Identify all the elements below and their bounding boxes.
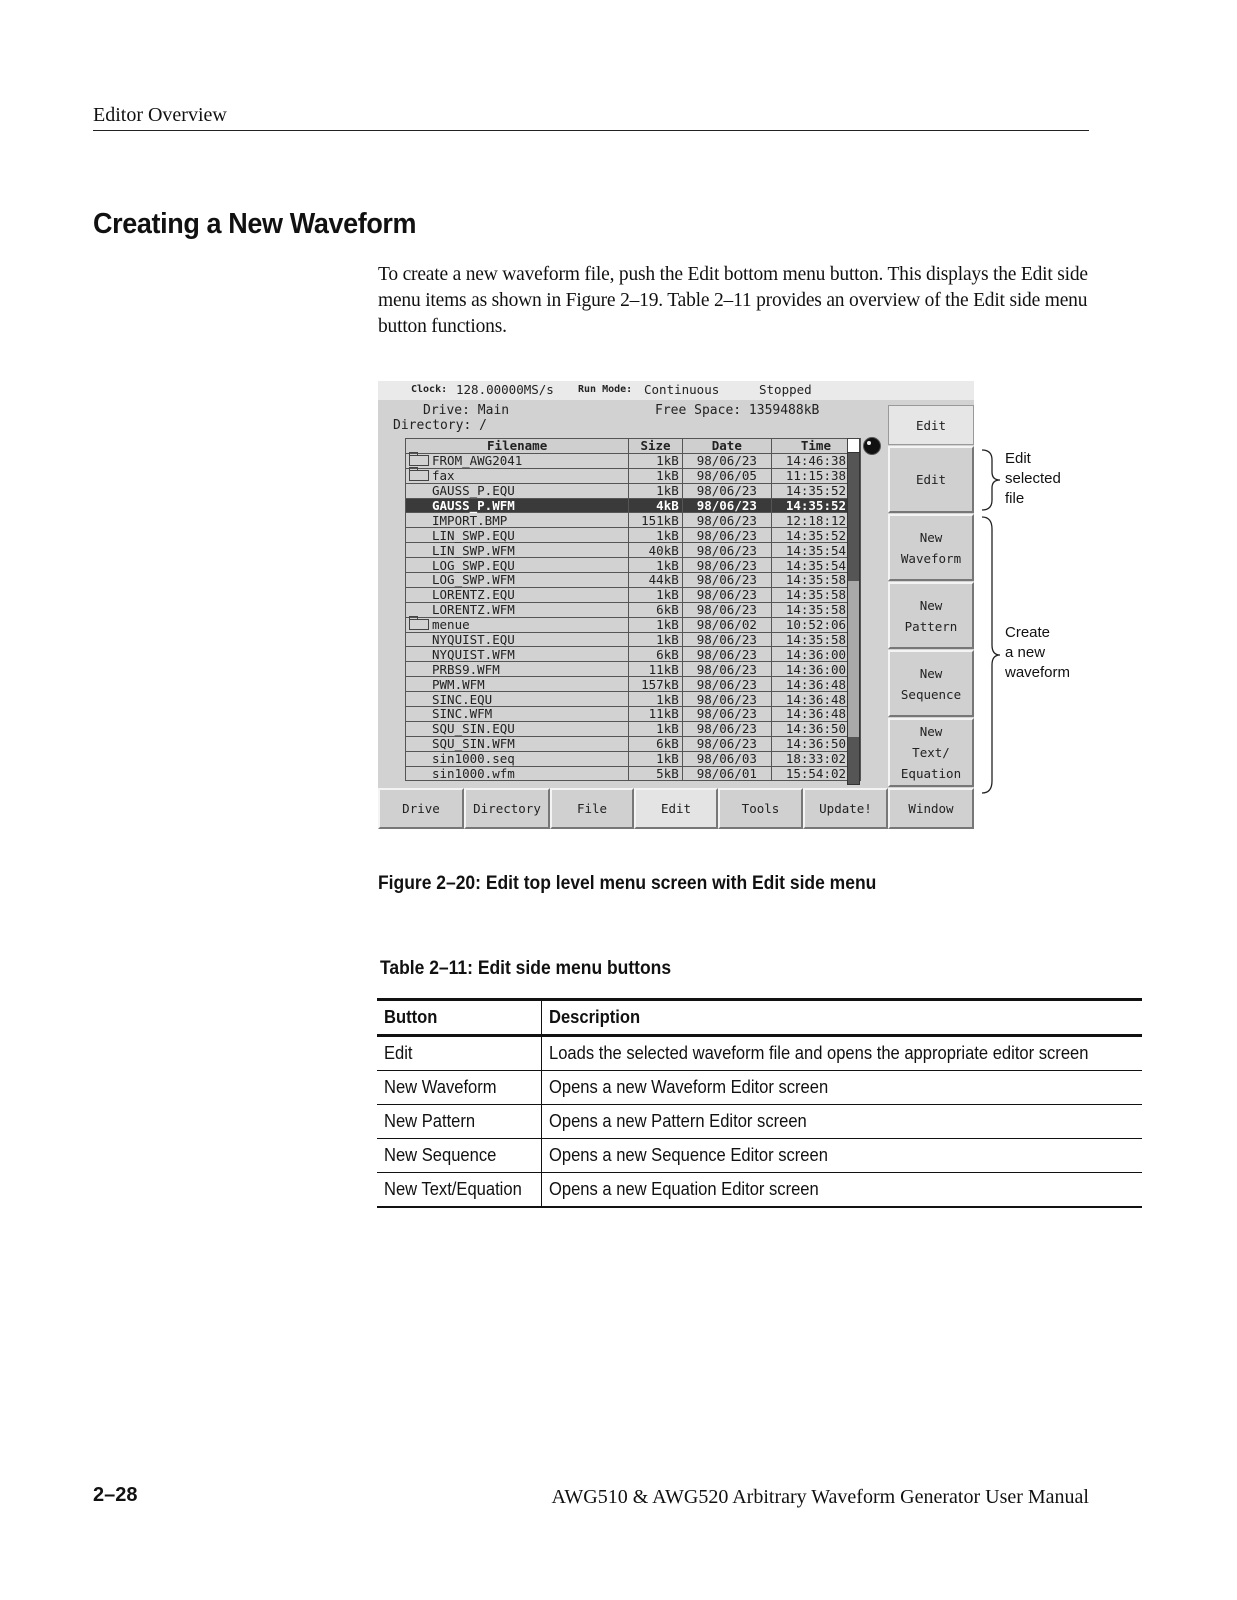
file-date-cell: 98/06/23 [682, 543, 771, 558]
file-time-cell: 14:35:58 [771, 573, 860, 588]
file-date-cell: 98/06/23 [682, 513, 771, 528]
file-name-cell [406, 498, 629, 513]
file-date-cell: 98/06/23 [682, 587, 771, 602]
file-date-cell: 98/06/23 [682, 528, 771, 543]
section-heading: Creating a New Waveform [93, 208, 417, 240]
file-time-cell: 14:35:52 [771, 528, 860, 543]
file-name-cell [406, 647, 629, 662]
file-date-cell: 98/06/23 [682, 632, 771, 647]
header-rule [93, 130, 1089, 131]
file-size-cell: 1kB [629, 632, 682, 647]
file-time-cell: 15:54:02 [771, 766, 860, 781]
file-name: SQU_SIN.EQU [432, 721, 515, 737]
file-name-cell [406, 662, 629, 677]
column-filename: Filename [406, 439, 629, 454]
file-size-cell: 5kB [629, 766, 682, 781]
file-name: NYQUIST.EQU [432, 632, 515, 648]
table-cell-description: Loads the selected waveform file and opens the appropriate editor screen [548, 1043, 1089, 1063]
file-row[interactable] [406, 647, 861, 662]
file-name: sin1000.wfm [432, 766, 515, 782]
bottom-update-button[interactable]: Update! [803, 788, 888, 829]
side-new-sequence-button[interactable]: New Sequence [888, 650, 974, 717]
file-name-cell [406, 602, 629, 617]
side-new-text-equation-button[interactable]: New Text/ Equation [888, 718, 974, 787]
file-row[interactable] [406, 573, 861, 588]
file-size-cell: 11kB [629, 662, 682, 677]
file-name: FROM_AWG2041 [432, 453, 523, 469]
file-size-cell: 151kB [629, 513, 682, 528]
file-date-cell: 98/06/23 [682, 692, 771, 707]
file-name: menue [432, 617, 470, 633]
file-size-cell: 1kB [629, 587, 682, 602]
column-size: Size [629, 439, 682, 454]
table-cell-button: New Waveform [377, 1071, 541, 1105]
file-date-cell: 98/06/23 [682, 736, 771, 751]
file-row[interactable] [406, 751, 861, 766]
file-name-cell [406, 617, 629, 632]
file-name: IMPORT.BMP [432, 512, 508, 528]
file-row[interactable] [406, 528, 861, 543]
file-size-cell: 1kB [629, 528, 682, 543]
file-table-header [406, 439, 861, 454]
file-name: LIN_SWP.EQU [432, 527, 515, 543]
folder-icon [409, 455, 429, 466]
file-time-cell: 18:33:02 [771, 751, 860, 766]
file-table [405, 438, 861, 781]
file-date-cell: 98/06/02 [682, 617, 771, 632]
file-name-cell [406, 677, 629, 692]
table-cell-button: New Pattern [377, 1105, 541, 1139]
file-size-cell: 1kB [629, 751, 682, 766]
table-caption: Table 2–11: Edit side menu buttons [380, 958, 672, 979]
file-size-cell: 1kB [629, 721, 682, 736]
file-name-cell [406, 632, 629, 647]
file-row[interactable] [406, 692, 861, 707]
edit-side-menu-table [377, 998, 1142, 1208]
table-cell-description: Opens a new Equation Editor screen [548, 1179, 819, 1199]
bottom-tools-button[interactable]: Tools [718, 788, 803, 829]
run-mode-value: Continuous [644, 382, 720, 397]
bottom-window-button[interactable]: Window [888, 788, 974, 829]
file-size-cell: 6kB [629, 647, 682, 662]
brace-create-icon [980, 515, 1002, 795]
file-row[interactable] [406, 662, 861, 677]
file-date-cell: 98/06/01 [682, 766, 771, 781]
bottom-edit-button[interactable]: Edit [634, 788, 718, 829]
file-date-cell: 98/06/23 [682, 558, 771, 573]
free-space: Free Space: 1359488kB [655, 403, 820, 418]
file-row[interactable] [406, 677, 861, 692]
file-time-cell: 14:36:48 [771, 707, 860, 722]
file-name-cell [406, 573, 629, 588]
file-time-cell: 14:36:50 [771, 721, 860, 736]
side-menu [888, 405, 974, 787]
file-name: SINC.EQU [432, 691, 493, 707]
clock-label: Clock: [411, 384, 448, 395]
file-row[interactable] [406, 453, 861, 468]
file-name-cell [406, 766, 629, 781]
folder-icon [409, 619, 429, 630]
clock-value: 128.00000MS/s [456, 382, 554, 397]
file-time-cell: 14:35:54 [771, 558, 860, 573]
folder-icon [409, 470, 429, 481]
file-row[interactable] [406, 498, 861, 513]
file-row[interactable] [406, 707, 861, 722]
file-size-cell: 1kB [629, 617, 682, 632]
file-scrollbar[interactable] [847, 452, 860, 785]
file-row[interactable] [406, 558, 861, 573]
file-time-cell: 14:36:48 [771, 692, 860, 707]
file-name: LIN_SWP.WFM [432, 542, 515, 558]
file-size-cell: 1kB [629, 483, 682, 498]
bottom-drive-button[interactable]: Drive [378, 788, 464, 829]
file-time-cell: 10:52:06 [771, 617, 860, 632]
file-time-cell: 14:36:48 [771, 677, 860, 692]
file-time-cell: 14:35:58 [771, 632, 860, 647]
file-name-cell [406, 528, 629, 543]
callout-create-new: Create a new waveform [1005, 624, 1071, 681]
table-row [377, 1173, 1142, 1208]
table-cell-button: New Sequence [377, 1139, 541, 1173]
column-date: Date [682, 439, 771, 454]
file-date-cell: 98/06/03 [682, 751, 771, 766]
file-name: PRBS9.WFM [432, 661, 500, 677]
directory-line: Directory: / [393, 418, 487, 433]
file-row[interactable] [406, 721, 861, 736]
file-name: LORENTZ.WFM [432, 602, 515, 618]
file-name-cell [406, 453, 629, 468]
file-date-cell: 98/06/23 [682, 573, 771, 588]
running-header: Editor Overview [93, 104, 227, 126]
file-name-cell [406, 543, 629, 558]
file-time-cell: 14:46:38 [771, 453, 860, 468]
file-name-cell [406, 751, 629, 766]
file-name: GAUSS_P.EQU [432, 483, 515, 499]
file-name: LOG_SWP.EQU [432, 557, 515, 573]
file-row[interactable] [406, 617, 861, 632]
file-name-cell [406, 721, 629, 736]
file-date-cell: 98/06/23 [682, 498, 771, 513]
figure-caption: Figure 2–20: Edit top level menu screen with Edit side menu [378, 873, 877, 894]
bottom-menu [378, 788, 974, 829]
file-name: SINC.WFM [432, 706, 493, 722]
file-name-cell [406, 513, 629, 528]
file-size-cell: 1kB [629, 453, 682, 468]
intro-paragraph: To create a new waveform file, push the Edit bottom menu button. This displays the Edit side menu items as shown in Figure 2–19. Table 2–11 provides an overview of the Edit side menu button functions. [378, 264, 1088, 337]
file-date-cell: 98/06/23 [682, 677, 771, 692]
footer-manual-title: AWG510 & AWG520 Arbitrary Waveform Generator User Manual [551, 1486, 1089, 1508]
side-menu-title: Edit [888, 405, 974, 445]
file-name: LORENTZ.EQU [432, 587, 515, 603]
table-header-row [377, 1000, 1142, 1036]
file-size-cell: 44kB [629, 573, 682, 588]
table-row [377, 1071, 1142, 1105]
file-date-cell: 98/06/05 [682, 468, 771, 483]
table-row [377, 1139, 1142, 1173]
file-row[interactable] [406, 468, 861, 483]
side-edit-button[interactable]: Edit [888, 446, 974, 513]
file-row[interactable] [406, 587, 861, 602]
file-name-cell [406, 736, 629, 751]
table-cell-description: Opens a new Sequence Editor screen [548, 1145, 828, 1165]
bottom-file-button[interactable]: File [550, 788, 634, 829]
file-row[interactable] [406, 766, 861, 781]
file-date-cell: 98/06/23 [682, 453, 771, 468]
file-name-cell [406, 587, 629, 602]
status-bar [378, 381, 974, 400]
file-time-cell: 12:18:12 [771, 513, 860, 528]
table-cell-description: Opens a new Waveform Editor screen [548, 1077, 828, 1097]
callout-edit-selected: Edit selected file [1005, 450, 1061, 507]
table-row [377, 1036, 1142, 1071]
file-size-cell: 6kB [629, 736, 682, 751]
file-date-cell: 98/06/23 [682, 707, 771, 722]
file-name-cell [406, 483, 629, 498]
file-name-cell [406, 468, 629, 483]
file-size-cell: 1kB [629, 558, 682, 573]
file-size-cell: 11kB [629, 707, 682, 722]
file-date-cell: 98/06/23 [682, 721, 771, 736]
file-name: sin1000.seq [432, 751, 515, 767]
table-header-description: Description [548, 1007, 640, 1027]
page-number: 2–28 [93, 1484, 138, 1506]
table-cell-description: Opens a new Pattern Editor screen [548, 1111, 807, 1131]
file-name: PWM.WFM [432, 676, 485, 692]
file-time-cell: 14:36:00 [771, 647, 860, 662]
scroll-top-box [847, 438, 860, 453]
file-row[interactable] [406, 602, 861, 617]
file-time-cell: 14:35:58 [771, 602, 860, 617]
run-mode-label: Run Mode: [578, 384, 633, 395]
file-date-cell: 98/06/23 [682, 483, 771, 498]
table-header-button: Button [377, 1000, 541, 1036]
side-new-waveform-button[interactable]: New Waveform [888, 514, 974, 581]
file-name: GAUSS_P.WFM [432, 498, 515, 513]
file-name-cell [406, 692, 629, 707]
scroll-thumb[interactable] [848, 581, 859, 737]
file-time-cell: 14:36:50 [771, 736, 860, 751]
file-row[interactable] [406, 632, 861, 647]
run-state: Stopped [759, 382, 812, 397]
file-size-cell: 1kB [629, 692, 682, 707]
file-name: fax [432, 468, 455, 484]
file-name: LOG_SWP.WFM [432, 572, 515, 588]
file-time-cell: 14:36:00 [771, 662, 860, 677]
file-row[interactable] [406, 736, 861, 751]
side-new-pattern-button[interactable]: New Pattern [888, 582, 974, 649]
file-row[interactable] [406, 483, 861, 498]
file-size-cell: 4kB [629, 498, 682, 513]
table-row [377, 1105, 1142, 1139]
file-name-cell [406, 707, 629, 722]
file-row[interactable] [406, 513, 861, 528]
file-time-cell: 14:35:58 [771, 587, 860, 602]
brace-edit-icon [980, 448, 1002, 512]
file-date-cell: 98/06/23 [682, 602, 771, 617]
bottom-directory-button[interactable]: Directory [464, 788, 550, 829]
table-cell-button: New Text/Equation [377, 1173, 541, 1208]
table-cell-button: Edit [377, 1036, 541, 1071]
instrument-screen [378, 381, 974, 829]
file-time-cell: 11:15:38 [771, 468, 860, 483]
column-time: Time [771, 439, 860, 454]
file-size-cell: 40kB [629, 543, 682, 558]
file-time-cell: 14:35:54 [771, 543, 860, 558]
file-row[interactable] [406, 543, 861, 558]
file-size-cell: 157kB [629, 677, 682, 692]
file-date-cell: 98/06/23 [682, 647, 771, 662]
drive-line: Drive: Main [423, 403, 510, 418]
file-size-cell: 6kB [629, 602, 682, 617]
file-date-cell: 98/06/23 [682, 662, 771, 677]
file-name: NYQUIST.WFM [432, 646, 515, 662]
file-time-cell: 14:35:52 [771, 498, 860, 513]
file-size-cell: 1kB [629, 468, 682, 483]
file-time-cell: 14:35:52 [771, 483, 860, 498]
file-name: SQU_SIN.WFM [432, 736, 515, 752]
file-name-cell [406, 558, 629, 573]
knob-icon [863, 437, 881, 455]
